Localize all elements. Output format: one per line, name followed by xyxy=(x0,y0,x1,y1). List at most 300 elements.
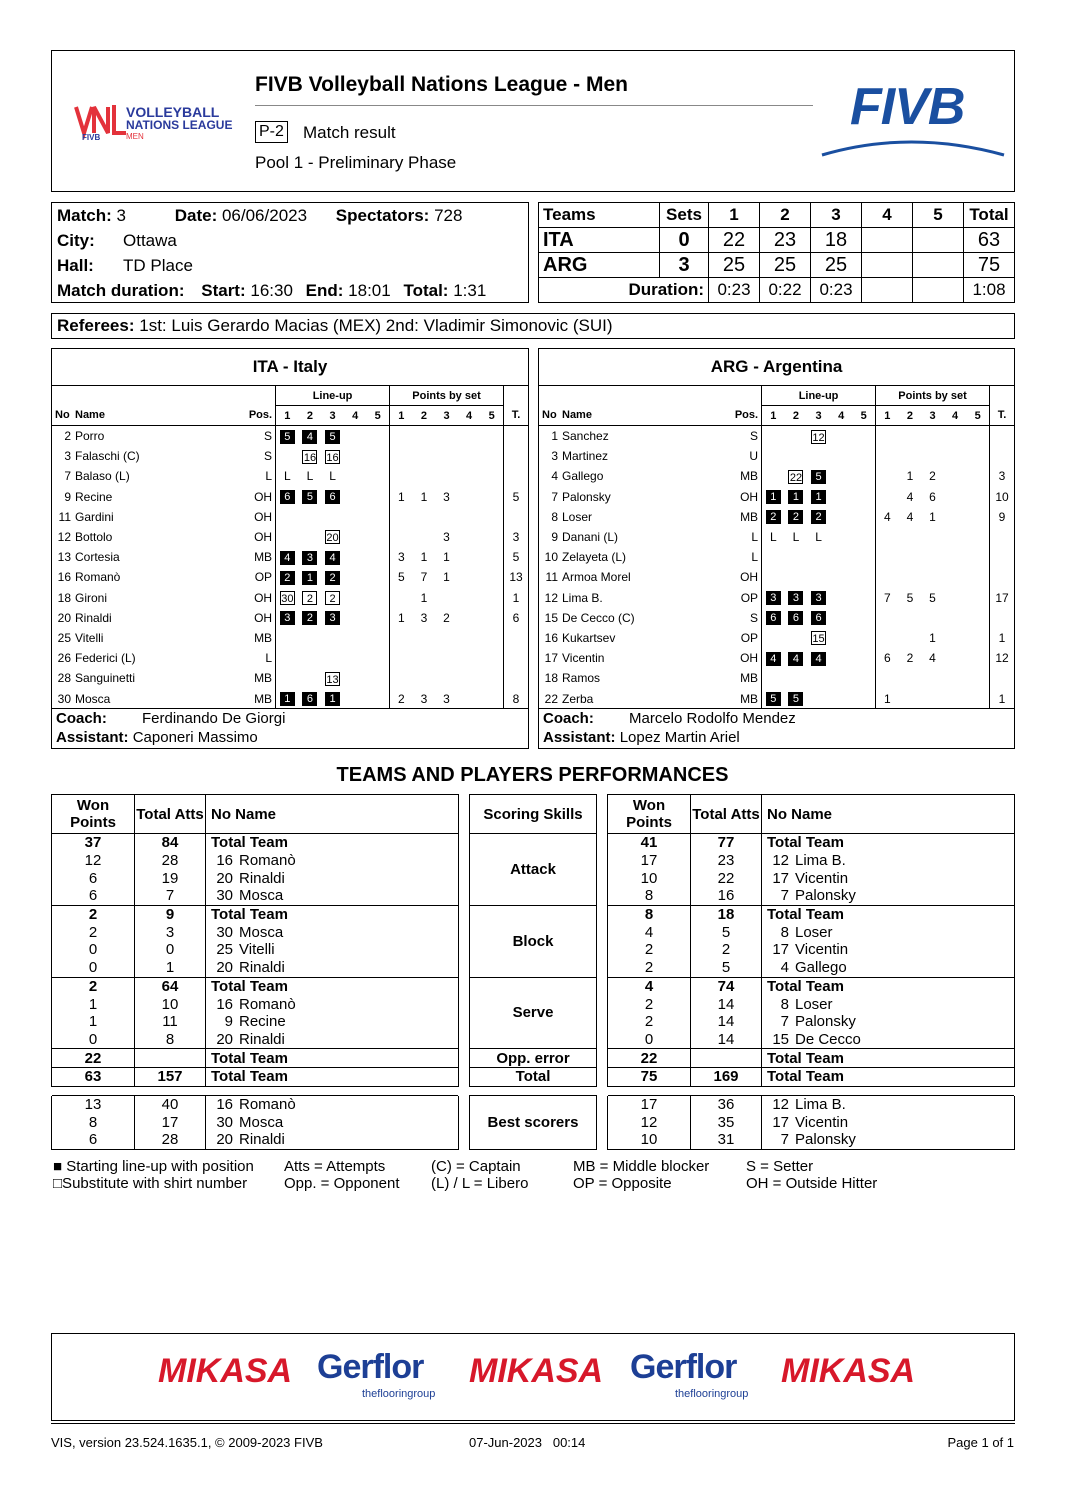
player-position: L xyxy=(751,550,759,565)
player-position: OH xyxy=(740,651,759,666)
assistant-name: Caponeri Massimo xyxy=(132,729,258,746)
best-scorer xyxy=(206,1095,459,1113)
total-points: 1 xyxy=(990,628,1015,648)
substitute-number-box: 13 xyxy=(326,673,339,686)
best-scorer xyxy=(206,1131,459,1149)
fivb-logo: FIVB xyxy=(850,78,965,136)
won-points: 22 xyxy=(608,1049,691,1068)
vnl-logo-text-1: VOLLEYBALL xyxy=(126,104,220,120)
perf-player-name: Palonsky xyxy=(795,887,856,905)
points-cell xyxy=(435,648,458,668)
lineup-cell xyxy=(852,466,875,486)
lineup-cell xyxy=(344,426,367,447)
total-atts: 35 xyxy=(691,1113,762,1131)
points-cell xyxy=(876,608,899,628)
libero-mark: L xyxy=(815,530,822,545)
perf-player-number: 12 xyxy=(772,1095,789,1113)
lineup-cell xyxy=(366,567,389,587)
perf-player-name: Rinaldi xyxy=(239,959,285,977)
gerflor-tagline: theflooringroup xyxy=(362,1388,436,1400)
total-atts: 14 xyxy=(691,1013,762,1031)
starting-position-box: 2 xyxy=(325,571,340,585)
player-number: 8 xyxy=(551,509,558,524)
total-points: 10 xyxy=(990,487,1015,507)
team-total-row xyxy=(52,977,459,995)
player-row xyxy=(539,466,1014,486)
lineup-cell xyxy=(299,688,322,708)
player-position: OH xyxy=(254,489,273,504)
lineup-cell xyxy=(344,668,367,688)
total-points: 5 xyxy=(504,547,529,567)
perf-player-number: 8 xyxy=(780,995,789,1013)
points-cell xyxy=(480,608,503,628)
starting-position-box: 6 xyxy=(325,490,340,504)
player-row xyxy=(539,608,1014,628)
best-scorer xyxy=(762,1095,1015,1113)
set-score: 18 xyxy=(811,228,862,253)
player-number: 7 xyxy=(64,469,71,484)
starting-position-box: 3 xyxy=(788,591,803,605)
empty-cell xyxy=(990,386,1015,406)
points-cell xyxy=(480,688,503,708)
set3-header: 3 xyxy=(811,203,862,228)
points-cell xyxy=(480,507,503,527)
player-position: MB xyxy=(254,671,273,686)
won-points: 0 xyxy=(52,1031,135,1049)
lineup-cell xyxy=(762,466,785,486)
won-points: 0 xyxy=(608,1031,691,1049)
player-perf-row xyxy=(52,1031,459,1049)
player-row xyxy=(52,426,528,447)
skill-name: Attack xyxy=(470,834,597,906)
points-cell xyxy=(435,426,458,447)
perf-player-number: 7 xyxy=(780,887,789,905)
lineup-cell xyxy=(762,527,785,547)
lineup-cell xyxy=(830,547,853,567)
points-cell xyxy=(876,426,899,447)
footer-version: VIS, version 23.524.1635.1, © 2009-2023 FIVB xyxy=(51,1435,323,1450)
player-position: MB xyxy=(254,550,273,565)
ita-roster-table xyxy=(52,386,528,709)
points-cell xyxy=(899,426,922,447)
substitute-number-box: 16 xyxy=(303,451,317,464)
perf-player xyxy=(762,995,1015,1013)
points-set-header: 4 xyxy=(458,406,481,426)
won-points: 6 xyxy=(88,869,98,887)
total-atts: 9 xyxy=(135,905,206,923)
lineup-set-header: 3 xyxy=(807,406,830,426)
starting-position-box: 1 xyxy=(280,692,295,706)
total-points: 6 xyxy=(504,608,529,628)
points-cell: 1 xyxy=(420,590,428,605)
player-perf-row xyxy=(52,1013,459,1031)
spacer-cell xyxy=(470,1086,597,1095)
perf-player: Total Team xyxy=(762,905,1015,923)
won-points: 10 xyxy=(640,869,658,887)
summary-label: Total Team xyxy=(762,1049,1015,1068)
points-cell xyxy=(944,547,967,567)
player-position: OP xyxy=(254,570,273,585)
points-cell: 4 xyxy=(876,507,899,527)
perf-player-name: Palonsky xyxy=(795,1013,856,1031)
points-cell: 6 xyxy=(929,489,936,504)
won-points: 4 xyxy=(644,977,654,995)
perf-player-name: Mosca xyxy=(239,1113,284,1131)
total-atts: 84 xyxy=(135,834,206,852)
player-number: 10 xyxy=(544,550,558,565)
fivb-swoosh-icon xyxy=(820,133,1006,159)
ita-performance xyxy=(51,794,459,1150)
lineup-set-header: 2 xyxy=(785,406,808,426)
lineup-cell xyxy=(276,628,299,648)
lineup-cell xyxy=(807,668,830,688)
points-cell: 6 xyxy=(876,648,899,668)
team-total-row xyxy=(52,905,459,923)
perf-player-number: 30 xyxy=(216,1113,233,1131)
player-row xyxy=(539,668,1014,688)
player-number: 12 xyxy=(57,530,71,545)
lineup-cell xyxy=(321,668,344,688)
player-position: L xyxy=(751,530,759,545)
spacer-row xyxy=(52,1086,459,1095)
points-cell xyxy=(458,446,481,466)
lineup-cell xyxy=(366,668,389,688)
total-points: 3 xyxy=(504,527,529,547)
lineup-cell xyxy=(344,527,367,547)
lineup-cell xyxy=(299,446,322,466)
start-value: 16:30 xyxy=(250,281,293,300)
lineup-cell xyxy=(852,547,875,567)
player-row xyxy=(539,487,1014,507)
player-number: 2 xyxy=(64,429,71,444)
total-points xyxy=(990,527,1015,547)
points-cell xyxy=(390,446,413,466)
points-cell xyxy=(944,608,967,628)
team-total-row xyxy=(608,905,1015,923)
total-atts: 74 xyxy=(691,977,762,995)
lineup-cell xyxy=(852,567,875,587)
substitute-number-box: 20 xyxy=(326,532,339,545)
perf-player-number: 17 xyxy=(772,941,789,959)
empty-cell xyxy=(52,386,276,406)
won-points: 2 xyxy=(644,941,654,959)
points-cell xyxy=(413,507,436,527)
won-points: 12 xyxy=(608,1113,691,1131)
summary-label: Total Team xyxy=(206,1067,459,1086)
lineup-cell xyxy=(299,628,322,648)
points-cell xyxy=(435,507,458,527)
perf-player xyxy=(206,923,459,941)
points-set-header: 5 xyxy=(966,406,989,426)
player-number: 28 xyxy=(57,671,71,686)
starting-position-box: 6 xyxy=(811,611,826,625)
lineup-cell xyxy=(299,648,322,668)
points-cell: 1 xyxy=(876,688,899,708)
duration-row xyxy=(57,278,486,303)
player-name: Sanguinetti xyxy=(75,671,136,686)
lineup-cell xyxy=(762,688,785,708)
summary-label: Total Team xyxy=(762,1067,1015,1086)
points-cell xyxy=(966,527,989,547)
player-row xyxy=(539,547,1014,567)
starting-position-box: 1 xyxy=(811,490,826,504)
points-cell xyxy=(480,426,503,447)
roster-group-header xyxy=(539,386,1014,406)
match-date: 06/06/2023 xyxy=(221,206,308,225)
ita-score-row xyxy=(539,228,1015,253)
set-score: 25 xyxy=(709,253,760,278)
points-cell: 3 xyxy=(443,530,450,545)
player-position: MB xyxy=(740,691,759,706)
lineup-cell xyxy=(321,688,344,708)
player-perf-row xyxy=(52,959,459,977)
perf-player-name: Loser xyxy=(795,995,833,1013)
spacer-cell xyxy=(608,1086,1015,1095)
points-cell xyxy=(435,628,458,648)
points-cell xyxy=(413,628,436,648)
points-cell xyxy=(435,466,458,486)
points-cell xyxy=(921,608,944,628)
player-number: 15 xyxy=(544,610,558,625)
won-points: 4 xyxy=(644,923,654,941)
player-row xyxy=(539,628,1014,648)
lineup-cell xyxy=(299,588,322,608)
total-atts: 77 xyxy=(691,834,762,852)
points-cell xyxy=(458,588,481,608)
player-row xyxy=(539,527,1014,547)
lineup-cell xyxy=(852,527,875,547)
won-points: 1 xyxy=(88,995,98,1013)
player-number: 3 xyxy=(64,449,71,464)
won-points: 0 xyxy=(88,941,98,959)
points-set-header: 1 xyxy=(876,406,899,426)
legend-col xyxy=(53,1158,254,1192)
lineup-cell xyxy=(321,648,344,668)
legend-item: (C) = Captain xyxy=(431,1158,521,1175)
lineup-cell xyxy=(366,547,389,567)
team-code: ITA xyxy=(539,228,660,253)
set-scores-table xyxy=(538,202,1015,303)
points-cell xyxy=(966,547,989,567)
starting-position-box: 3 xyxy=(302,551,317,565)
lineup-cell xyxy=(299,466,322,486)
lineup-cell xyxy=(321,608,344,628)
spacer-row xyxy=(470,1086,597,1095)
arg-assistant-row xyxy=(539,728,1014,748)
lineup-cell xyxy=(366,527,389,547)
total-atts: 28 xyxy=(135,1131,206,1149)
perf-player-number: 12 xyxy=(772,852,789,870)
duration-score-row xyxy=(539,278,1015,303)
points-cell: 4 xyxy=(906,489,914,504)
performances-title: TEAMS AND PLAYERS PERFORMANCES xyxy=(336,764,729,786)
perf-player-number: 25 xyxy=(216,941,233,959)
player-name: Ramos xyxy=(562,671,601,686)
points-cell xyxy=(921,567,944,587)
perf-player-name: Vicentin xyxy=(795,1113,849,1131)
summary-row xyxy=(608,1049,1015,1068)
total-points xyxy=(990,668,1015,688)
sets-header: Sets xyxy=(660,203,709,228)
player-position: MB xyxy=(740,469,759,484)
set1-header: 1 xyxy=(709,203,760,228)
points-cell: 1 xyxy=(443,570,450,585)
points-cell xyxy=(480,527,503,547)
fivb-mini-label: FIVB xyxy=(82,133,101,142)
lineup-cell xyxy=(785,466,808,486)
skill-row xyxy=(470,834,597,906)
points-cell xyxy=(876,527,899,547)
total-atts xyxy=(135,1049,206,1068)
legend-item: ■ Starting line-up with position xyxy=(53,1158,254,1175)
best-scorer-row xyxy=(52,1113,459,1131)
points-cell: 5 xyxy=(906,590,914,605)
legend-item: S = Setter xyxy=(746,1158,814,1175)
starting-position-box: 1 xyxy=(766,490,781,504)
points-cell: 2 xyxy=(906,651,914,666)
lineup-set-header: 4 xyxy=(344,406,367,426)
lineup-cell xyxy=(366,426,389,447)
player-position: S xyxy=(750,610,759,625)
player-number: 9 xyxy=(551,530,558,545)
mikasa-logo: MIKASA xyxy=(781,1352,916,1390)
starting-position-box: 4 xyxy=(325,551,340,565)
gerflor-logo: Gerflor xyxy=(317,1348,424,1386)
points-cell xyxy=(899,628,922,648)
no-name-header: No Name xyxy=(762,795,1015,834)
points-cell: 1 xyxy=(420,550,428,565)
total-atts: 31 xyxy=(691,1131,762,1149)
perf-player-name: Vitelli xyxy=(239,941,275,959)
player-number: 26 xyxy=(57,651,71,666)
lineup-cell xyxy=(276,567,299,587)
player-position: L xyxy=(265,469,273,484)
lineup-cell xyxy=(762,588,785,608)
starting-position-box: 5 xyxy=(302,490,317,504)
points-cell xyxy=(458,668,481,688)
ita-roster xyxy=(51,348,529,749)
lineup-cell xyxy=(762,487,785,507)
starting-position-box: 4 xyxy=(280,551,295,565)
total-points: 9 xyxy=(990,507,1015,527)
set-score: 23 xyxy=(760,228,811,253)
lineup-cell xyxy=(299,426,322,447)
set5-header: 5 xyxy=(913,203,964,228)
set-score: 25 xyxy=(760,253,811,278)
lineup-cell xyxy=(762,608,785,628)
perf-player-name: Romanò xyxy=(239,995,296,1013)
total-atts-header: Total Atts xyxy=(135,795,206,834)
lineup-cell xyxy=(276,527,299,547)
gerflor-logo: Gerflor xyxy=(630,1348,737,1386)
best-scorer-row xyxy=(608,1113,1015,1131)
player-position: OH xyxy=(254,610,273,625)
lineup-cell xyxy=(344,628,367,648)
points-cell xyxy=(921,668,944,688)
lineup-cell xyxy=(785,507,808,527)
lineup-cell xyxy=(852,608,875,628)
player-perf-row xyxy=(52,923,459,941)
date-label: Date: xyxy=(174,206,218,225)
legend-item: OP = Opposite xyxy=(573,1175,672,1192)
lineup-cell xyxy=(830,567,853,587)
total-atts: 5 xyxy=(691,959,762,977)
lineup-header: Line-up xyxy=(762,386,876,406)
lineup-cell xyxy=(366,688,389,708)
player-position: S xyxy=(264,449,273,464)
points-cell xyxy=(966,608,989,628)
lineup-cell xyxy=(321,466,344,486)
starting-position-box: 3 xyxy=(325,611,340,625)
lineup-cell xyxy=(852,507,875,527)
perf-player-name: Mosca xyxy=(239,923,284,941)
skills-table xyxy=(469,794,597,1150)
lineup-cell xyxy=(276,688,299,708)
lineup-cell xyxy=(807,426,830,447)
points-cell xyxy=(876,628,899,648)
empty-cell xyxy=(539,386,762,406)
won-points: 22 xyxy=(52,1049,135,1068)
total-atts: 5 xyxy=(691,923,762,941)
set-duration: 0:23 xyxy=(709,278,760,303)
lineup-cell xyxy=(299,567,322,587)
perf-player: Total Team xyxy=(206,834,459,852)
perf-player-number: 7 xyxy=(780,1131,789,1149)
points-cell xyxy=(458,466,481,486)
player-position: OH xyxy=(254,509,273,524)
legend-col xyxy=(746,1158,877,1192)
total-points xyxy=(990,547,1015,567)
points-cell: 5 xyxy=(929,590,936,605)
points-cell xyxy=(480,648,503,668)
perf-player-number: 8 xyxy=(780,923,789,941)
player-number: 4 xyxy=(551,469,558,484)
starting-position-box: 6 xyxy=(302,692,317,706)
total-atts: 8 xyxy=(135,1031,206,1049)
player-row xyxy=(52,648,528,668)
perf-player xyxy=(206,995,459,1013)
lineup-cell xyxy=(852,588,875,608)
best-scorer xyxy=(206,1113,459,1131)
points-cell: 2 xyxy=(443,610,450,625)
lineup-cell xyxy=(276,668,299,688)
points-cell xyxy=(458,608,481,628)
points-cell xyxy=(944,527,967,547)
lineup-cell xyxy=(785,668,808,688)
hall-row xyxy=(57,253,193,278)
hall-label: Hall: xyxy=(57,256,94,275)
lineup-cell xyxy=(785,648,808,668)
player-name: Zerba xyxy=(562,691,594,706)
total-atts: 0 xyxy=(135,941,206,959)
points-cell xyxy=(480,588,503,608)
player-position: OP xyxy=(740,630,759,645)
total-duration: 1:08 xyxy=(964,278,1015,303)
total-score: 63 xyxy=(964,228,1015,253)
total-points xyxy=(990,446,1015,466)
player-position: MB xyxy=(740,509,759,524)
points-cell xyxy=(944,668,967,688)
lineup-header: Line-up xyxy=(276,386,390,406)
lineup-cell xyxy=(321,507,344,527)
player-row xyxy=(52,567,528,587)
points-header: Points by set xyxy=(390,386,504,406)
points-cell xyxy=(966,567,989,587)
legend-item: Atts = Attempts xyxy=(284,1158,386,1175)
points-cell xyxy=(876,668,899,688)
lineup-cell xyxy=(299,547,322,567)
won-points-header: Won Points xyxy=(52,795,135,834)
